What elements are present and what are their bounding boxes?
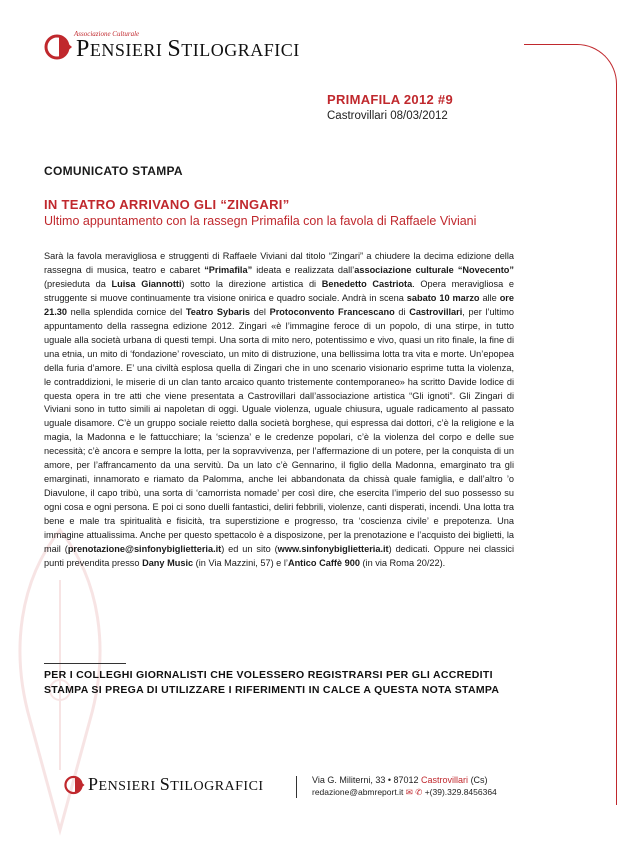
- journalist-note: PER I COLLEGHI GIORNALISTI CHE VOLESSERO REGISTRARSI PER GLI ACCREDITI STAMPA SI PREGA DI UTILIZZARE I RIFERIMENTI IN CALCE A QUESTA NOTA STAMPA: [44, 669, 500, 696]
- pen-nib-logo-icon: [44, 32, 74, 62]
- subheadline: Ultimo appuntamento con la rassegn Primafila con la favola di Raffaele Viviani: [44, 214, 477, 228]
- headline: IN TEATRO ARRIVANO GLI “ZINGARI”: [44, 197, 290, 212]
- pen-nib-logo-icon: [64, 774, 86, 796]
- press-release-label: COMUNICATO STAMPA: [44, 164, 183, 178]
- address-line: Via G. Militerni, 33 • 87012 Castrovillari (Cs): [312, 775, 488, 785]
- footer-logo-wordmark: PENSIERI STILOGRAFICI: [88, 774, 264, 794]
- footer-email[interactable]: redazione@abmreport.it: [312, 787, 404, 797]
- issue-meta: [327, 92, 453, 122]
- note-divider: [44, 663, 126, 664]
- footer-address: [312, 774, 497, 798]
- issue-title: PRIMAFILA 2012 #9: [327, 92, 453, 107]
- issue-date: Castrovillari 08/03/2012: [327, 110, 448, 122]
- mail-icon: ✉: [405, 787, 413, 797]
- logo-association-label: Associazione Culturale: [74, 30, 140, 38]
- footer-separator: [296, 776, 297, 798]
- booking-website-link[interactable]: www.sinfonybiglietteria.it: [277, 544, 389, 555]
- logo-wordmark: PENSIERI STILOGRAFICI: [76, 36, 300, 62]
- article-paragraph: Sarà la favola meravigliosa e struggenti di Raffaele Viviani dal titolo “Zingari” a chiudere la decima edizione della rassegna di musica, teatro e cabaret “Primafila” ideata e realizzata dall’associazione culturale “Novecento” (presieduta da Luisa Giannotti) sotto la direzione artistica di Benedetto Castriota. Opera meravigliosa e struggente si muove continuamente tra visione onirica e quadro sociale. Andrà in scena sabato 10 marzo alle ore 21.30 nella splendida cornice del Teatro Sybaris del Protoconvento Francescano di Castrovillari, per l’ultimo appuntamento della rassegna edizione 2012. Zingari «è l’immagine feroce di un popolo, di una stirpe, in tutto uguale alla società urbana di questi tempi. Una sorta di mito nero, potentissimo e vivo, quasi un rito finale, la fine di una etnia, un mito di ‘fondazione’ rovesciato, un mito di distruzione, una bellissima lotta tra vita e morte. Un’epopea della furia d’amore. E’ una civiltà esplosa quella di Zingari che in uno scenario visionario esprime tutta la violenza, le contraddizioni, le miserie di un clan tanto arcaico quanto tristemente contemporaneo» ha scritto Davide Iodice di questa opera in tre atti che viene presentata a Castrovillari dall’associazione artistica “Gli ignoti”. Gli Zingari di Viviani sono in tutto simili ai napoletan di oggi. Uguale violenza, uguale chiusura, uguale radicamento al passato uguale disamore. C’è un gruppo sociale reietto dalla società borghese, qui espressa dai dottori, c’è la religione e la magia, la Madonna e le fattucchiare; la ‘scienza’ e le credenze popolari, c’è la violenza del corpo e delle sue necessità; c’è ancora e sempre la lotta, per la sopravvivenza, per l’affermazione di un potere, per la conquista di un amore, per l’affrancamento da una servitù. Da un lato c’è Gennarino, il figlio della Madonna, emarginato tra gli emarginati, innamorato e riamato da Palomma, anche lei abbandonata da chissà quale famiglia, e dall’altro ’o Diavulone, il capo tribù, una sorta di ‘camorrista nomade’ per così dire, che esercita l’imperio del suo possesso su ogni cosa e ogni persona. E poi ci sono duelli fantastici, deliri febbrili, violenze, canti disperati, incendi. Una lotta tra bene e male tra spiritualità e fisicità, tra superstizione e progresso, tra ‘coscienza civile’ e prepotenza. Una immagine attualissima. Anche per questo spettacolo è a disposizone, per la prenotazione e l’acquisto dei biglietti, la mail (prenotazione@sinfonybiglietteria.it) ed un sito (www.sinfonybiglietteria.it) dedicati. Oppure nei classici punti prevendita presso Dany Music (in Via Mazzini, 57) e l’Antico Caffè 900 (in via Roma 20/22).: [44, 251, 514, 568]
- booking-email-link[interactable]: prenotazione@sinfonybiglietteria.it: [67, 544, 222, 555]
- article-body: [44, 250, 514, 571]
- footer-phone: +(39).329.8456364: [424, 787, 497, 797]
- header-logo: [44, 32, 300, 62]
- contact-line: [312, 786, 497, 798]
- phone-icon: ✆: [415, 787, 423, 797]
- footer-logo: [64, 774, 264, 796]
- footer: [44, 774, 604, 804]
